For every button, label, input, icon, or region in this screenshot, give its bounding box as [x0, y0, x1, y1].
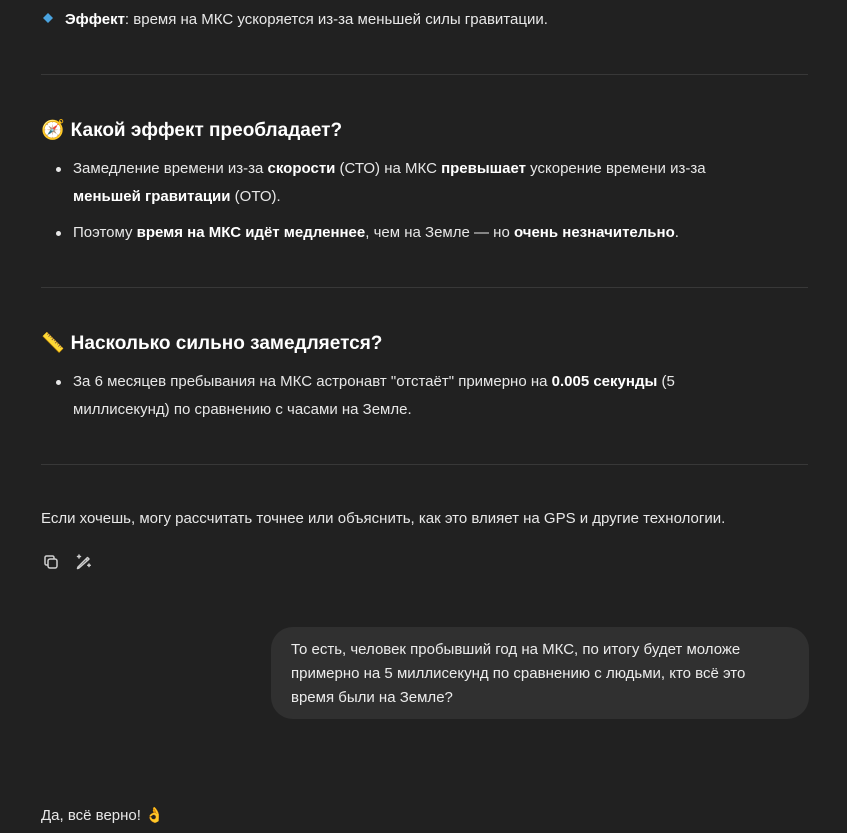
- effect-text: : время на МКС ускоряется из-за меньшей силы гравитации.: [124, 11, 548, 28]
- text-span: Поэтому: [73, 224, 137, 241]
- bold-span: скорости: [267, 160, 336, 177]
- bold-span: 0.005 секунды: [551, 373, 658, 390]
- ok-hand-icon: 👌: [145, 807, 164, 824]
- list-item: [73, 155, 706, 211]
- text-span: миллисекунд) по сравнению с часами на Земле.: [73, 401, 412, 418]
- text-span: (СТО) на МКС: [335, 160, 442, 177]
- section-title: Насколько сильно замедляется?: [70, 333, 383, 354]
- reply-text: Да, всё верно!: [41, 807, 146, 824]
- text-span: Замедление времени из-за: [73, 160, 268, 177]
- bullet-list: [41, 155, 706, 247]
- text-span: (ОТО).: [230, 188, 281, 205]
- effect-label: Эффект: [65, 11, 125, 28]
- bold-span: превышает: [441, 160, 527, 177]
- text-span: .: [674, 224, 679, 241]
- user-message-line: время были на Земле?: [291, 689, 453, 706]
- ruler-icon: 📏: [41, 333, 65, 354]
- user-message-bubble: [271, 627, 809, 719]
- text-span: ускорение времени из-за: [526, 160, 706, 177]
- bullet-list: [41, 368, 675, 424]
- effect-line: [41, 6, 548, 34]
- text-span: (5: [657, 373, 675, 390]
- bold-span: очень незначительно: [513, 224, 675, 241]
- copy-icon[interactable]: [40, 551, 62, 573]
- text-span: , чем на Земле — но: [365, 224, 514, 241]
- bold-span: время на МКС идёт медленнее: [136, 224, 366, 241]
- section-title: Какой эффект преобладает?: [70, 120, 343, 141]
- divider: [41, 287, 808, 288]
- section-heading-how-much: [41, 331, 382, 357]
- section-heading-dominant-effect: [41, 118, 342, 144]
- list-item: [73, 219, 706, 247]
- edit-sparkle-icon[interactable]: [72, 551, 94, 573]
- user-message-line: примерно на 5 миллисекунд по сравнению с людьми, кто всё это: [291, 665, 746, 682]
- assistant-reply: [41, 802, 164, 830]
- closing-text: Если хочешь, могу рассчитать точнее или объяснить, как это влияет на GPS и другие технологии.: [41, 510, 726, 527]
- compass-icon: 🧭: [41, 120, 65, 141]
- bold-span: меньшей гравитации: [73, 188, 231, 205]
- blue-diamond-icon: [41, 6, 57, 34]
- divider: [41, 464, 808, 465]
- divider: [41, 74, 808, 75]
- text-span: За 6 месяцев пребывания на МКС астронавт "отстаёт" примерно на: [73, 373, 552, 390]
- user-message-line: То есть, человек пробывший год на МКС, по итогу будет моложе: [291, 641, 741, 658]
- list-item: [73, 368, 675, 424]
